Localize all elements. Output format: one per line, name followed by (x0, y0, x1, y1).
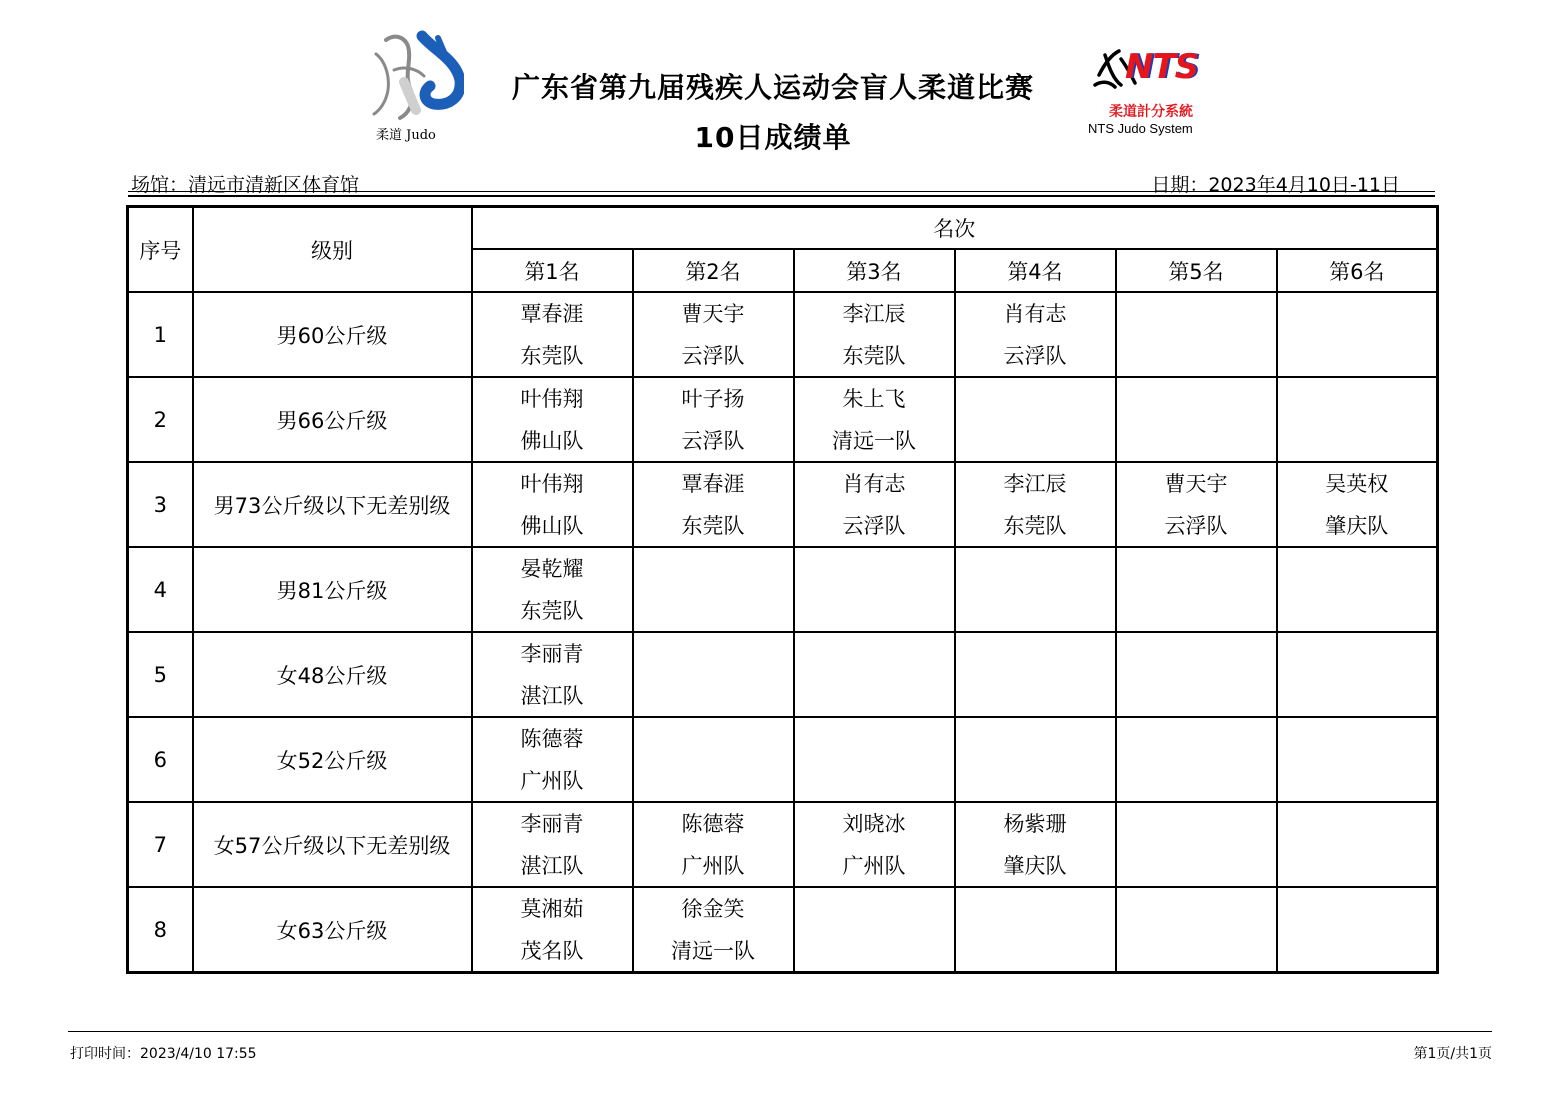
place-cell (472, 802, 633, 887)
row-category: 女63公斤级 (193, 887, 472, 973)
team-name: 云浮队 (681, 343, 745, 368)
row-category: 女52公斤级 (193, 717, 472, 802)
nts-logo-cn: 柔道計分系統 (1109, 104, 1193, 120)
place-cell (633, 377, 794, 462)
table-row (128, 802, 1438, 887)
row-index: 4 (128, 547, 193, 632)
place-cell (794, 292, 955, 377)
place-cell (955, 802, 1116, 887)
place-cell (472, 632, 633, 717)
team-name: 东莞队 (520, 598, 584, 623)
header-rank-group: 名次 (472, 207, 1438, 250)
athlete-name: 李丽青 (520, 811, 584, 836)
page-number: 第1页/共1页 (1413, 1046, 1492, 1062)
header-rank-5: 第5名 (1116, 249, 1277, 292)
place-cell (794, 802, 955, 887)
place-cell (955, 462, 1116, 547)
team-name: 东莞队 (1003, 513, 1067, 538)
place-cell (1277, 292, 1438, 377)
team-name: 佛山队 (520, 513, 584, 538)
team-name: 云浮队 (1164, 513, 1228, 538)
table-row (128, 292, 1438, 377)
table-row (128, 377, 1438, 462)
athlete-name: 陈德蓉 (520, 726, 584, 751)
team-name: 广州队 (842, 853, 906, 878)
place-cell (955, 547, 1116, 632)
place-cell (1277, 717, 1438, 802)
header-rank-6: 第6名 (1277, 249, 1438, 292)
page-subtitle: 10日成绩单 (694, 121, 852, 154)
place-cell (1116, 462, 1277, 547)
row-category: 男81公斤级 (193, 547, 472, 632)
header-index: 序号 (128, 207, 193, 293)
athlete-name: 肖有志 (842, 471, 906, 496)
nts-logo-mark: NTS (1125, 47, 1199, 87)
team-name: 清远一队 (832, 428, 916, 453)
page-title: 广东省第九届残疾人运动会盲人柔道比赛 (511, 71, 1034, 104)
place-cell (794, 547, 955, 632)
place-cell (1116, 802, 1277, 887)
header-rank-3: 第3名 (794, 249, 955, 292)
place-cell (472, 377, 633, 462)
team-name: 云浮队 (1003, 343, 1067, 368)
athlete-name: 覃春涯 (681, 471, 745, 496)
athlete-name: 叶伟翔 (520, 471, 584, 496)
place-cell (794, 887, 955, 973)
team-name: 东莞队 (842, 343, 906, 368)
team-name: 佛山队 (520, 428, 584, 453)
place-cell (794, 632, 955, 717)
team-name: 清远一队 (671, 938, 755, 963)
athlete-name: 晏乾耀 (520, 556, 584, 581)
table-row (128, 547, 1438, 632)
athlete-name: 徐金笑 (681, 896, 745, 921)
table-row (128, 462, 1438, 547)
results-table (126, 205, 1439, 974)
row-index: 1 (128, 292, 193, 377)
row-category: 男60公斤级 (193, 292, 472, 377)
place-cell (472, 717, 633, 802)
header-rule (128, 191, 1435, 192)
place-cell (472, 462, 633, 547)
athlete-name: 刘晓冰 (842, 811, 906, 836)
team-name: 茂名队 (520, 938, 584, 963)
place-cell (955, 632, 1116, 717)
print-time: 打印时间：2023/4/10 17:55 (70, 1046, 257, 1062)
place-cell (633, 887, 794, 973)
nts-logo (1085, 45, 1215, 140)
place-cell (1116, 717, 1277, 802)
athlete-name: 叶子扬 (681, 386, 745, 411)
place-cell (633, 547, 794, 632)
table-row (128, 632, 1438, 717)
team-name: 东莞队 (520, 343, 584, 368)
place-cell (1277, 462, 1438, 547)
athlete-name: 吴英权 (1325, 471, 1389, 496)
team-name: 湛江队 (520, 683, 584, 708)
place-cell (1277, 632, 1438, 717)
row-category: 男66公斤级 (193, 377, 472, 462)
place-cell (633, 802, 794, 887)
place-cell (794, 717, 955, 802)
athlete-name: 李江辰 (842, 301, 906, 326)
header-category: 级别 (193, 207, 472, 293)
table-row (128, 717, 1438, 802)
athlete-name: 曹天宇 (1164, 471, 1228, 496)
row-index: 7 (128, 802, 193, 887)
team-name: 云浮队 (842, 513, 906, 538)
header-rank-4: 第4名 (955, 249, 1116, 292)
athlete-name: 李丽青 (520, 641, 584, 666)
place-cell (472, 292, 633, 377)
row-index: 6 (128, 717, 193, 802)
nts-logo-en: NTS Judo System (1088, 121, 1193, 136)
place-cell (633, 462, 794, 547)
place-cell (1277, 802, 1438, 887)
row-index: 2 (128, 377, 193, 462)
place-cell (955, 377, 1116, 462)
place-cell (955, 292, 1116, 377)
athlete-name: 杨紫珊 (1003, 811, 1067, 836)
row-category: 男73公斤级以下无差别级 (193, 462, 472, 547)
place-cell (1277, 547, 1438, 632)
place-cell (472, 547, 633, 632)
place-cell (1116, 547, 1277, 632)
place-cell (633, 632, 794, 717)
athlete-name: 曹天宇 (681, 301, 745, 326)
team-name: 肇庆队 (1003, 853, 1067, 878)
athlete-name: 肖有志 (1003, 301, 1067, 326)
place-cell (633, 292, 794, 377)
team-name: 肇庆队 (1325, 513, 1389, 538)
row-index: 8 (128, 887, 193, 973)
venue-label: 场馆：清远市清新区体育馆 (131, 174, 360, 196)
date-label: 日期：2023年4月10日-11日 (1151, 174, 1400, 196)
table-row (128, 887, 1438, 973)
header-rank-2: 第2名 (633, 249, 794, 292)
athlete-name: 李江辰 (1003, 471, 1067, 496)
place-cell (1116, 887, 1277, 973)
row-index: 3 (128, 462, 193, 547)
place-cell (794, 462, 955, 547)
athlete-name: 覃春涯 (520, 301, 584, 326)
place-cell (955, 887, 1116, 973)
row-category: 女48公斤级 (193, 632, 472, 717)
athlete-name: 叶伟翔 (520, 386, 584, 411)
athlete-name: 朱上飞 (842, 386, 906, 411)
place-cell (1116, 292, 1277, 377)
row-index: 5 (128, 632, 193, 717)
place-cell (633, 717, 794, 802)
team-name: 湛江队 (520, 853, 584, 878)
team-name: 广州队 (681, 853, 745, 878)
place-cell (1116, 377, 1277, 462)
team-name: 云浮队 (681, 428, 745, 453)
footer-rule (68, 1031, 1492, 1032)
place-cell (955, 717, 1116, 802)
judo-logo-caption: 柔道 Judo (376, 128, 436, 143)
athlete-name: 陈德蓉 (681, 811, 745, 836)
place-cell (472, 887, 633, 973)
place-cell (794, 377, 955, 462)
row-category: 女57公斤级以下无差别级 (193, 802, 472, 887)
team-name: 广州队 (520, 768, 584, 793)
place-cell (1116, 632, 1277, 717)
place-cell (1277, 377, 1438, 462)
header-rule-thick (128, 195, 1435, 197)
header-rank-1: 第1名 (472, 249, 633, 292)
place-cell (1277, 887, 1438, 973)
team-name: 东莞队 (681, 513, 745, 538)
athlete-name: 莫湘茹 (520, 896, 584, 921)
